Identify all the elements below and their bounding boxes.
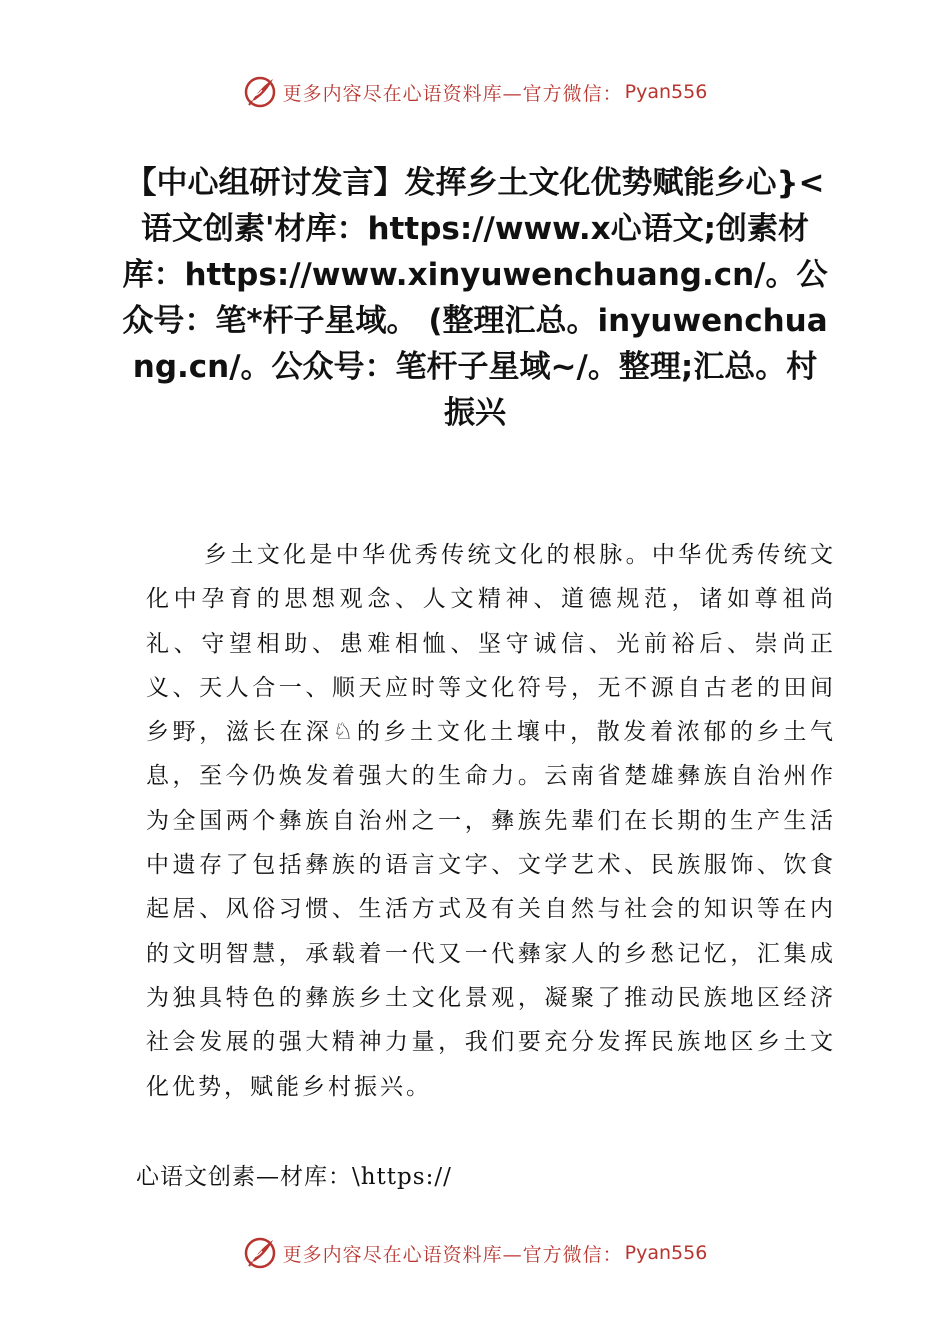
banner-text: 更多内容尽在心语资料库—官方微信： [282,82,623,105]
body-paragraph: 乡土文化是中华优秀传统文化的根脉。中华优秀传统文化中孕育的思想观念、人文精神、道德规范，诸如尊祖尚礼、守望相助、患难相恤、坚守诚信、光前裕后、崇尚正义、天人合一、顺天应时等文化符号，无不源自古老的田间乡野，滋长在深♘的乡土文化土壤中，散发着浓郁的乡土气息，至今仍焕发着强大的生命力。云南省楚雄彝族自治州作为全国两个彝族自治州之一，彝族先辈们在长期的生产生活中遗存了包括彝族的语言文字、文学艺术、民族服饰、饮食起居、风俗习惯、生活方式及有关自然与社会的知识等在内的文明智慧，承载着一代又一代彝家人的乡愁记忆，汇集成为独具特色的彝族乡土文化景观，凝聚了推动民族地区经济社会发展的强大精神力量，我们要充分发挥民族地区乡土文化优势，赋能乡村振兴。 [146,542,836,1100]
source-line: 心语文创素—材库：\https:// [136,1164,452,1190]
footer-banner [0,1231,950,1275]
document-title: 【中心组研讨发言】发挥乡土文化优势赋能乡心}<语文创素'材库：https://www.x心语文;创素材库：https://www.xinyuwenchuang.cn/。公众号：笔*杆子星域。 (整理汇总。inyuwenchuang.cn/。公众号：笔杆子星域~/。整理;汇总。村振兴 [122,165,828,431]
quill-pen-logo-icon [243,75,277,109]
quill-pen-logo-icon [243,1236,277,1270]
banner-wechat-id: Pyan556 [624,81,708,103]
banner-text: 更多内容尽在心语资料库—官方微信： [282,1243,623,1266]
banner-wechat-id: Pyan556 [624,1242,708,1264]
header-banner [0,70,950,114]
